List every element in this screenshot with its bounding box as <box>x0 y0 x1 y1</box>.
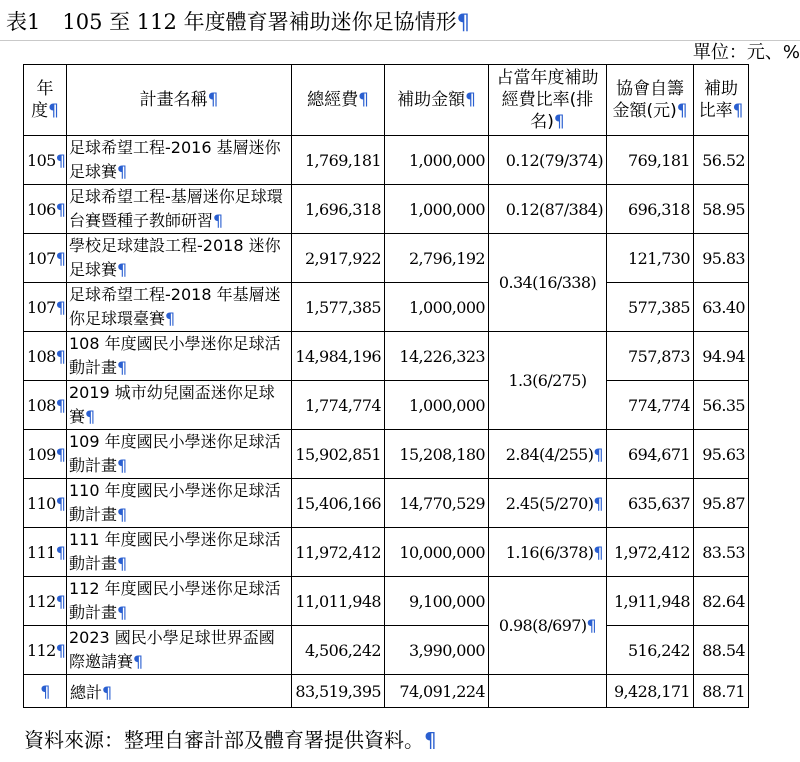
table-row <box>24 528 749 577</box>
cell-subsidy-amount: 14,770,529 <box>385 479 489 528</box>
cell-ratio-rank: 2.84(4/255)¶ <box>489 430 607 479</box>
cell-subsidy-rate: 63.40 <box>694 283 749 332</box>
cell-project-name: 2019 城市幼兒園盃迷你足球賽¶ <box>67 381 292 430</box>
cell-subsidy-amount: 10,000,000 <box>385 528 489 577</box>
cell-project-name: 110 年度國民小學迷你足球活動計畫¶ <box>67 479 292 528</box>
cell-grand-total-subsidy: 74,091,224 <box>385 675 489 708</box>
table-row <box>24 283 749 332</box>
cell-subsidy-rate: 95.83 <box>694 234 749 283</box>
table-number: 表1 <box>6 10 41 34</box>
cell-total-budget: 2,917,922 <box>292 234 385 283</box>
cell-total-budget: 11,972,412 <box>292 528 385 577</box>
cell-total-budget: 15,406,166 <box>292 479 385 528</box>
table-row <box>24 234 749 283</box>
header-subsidy-rate: 補助 比率¶ <box>694 65 749 136</box>
cell-total-budget: 1,774,774 <box>292 381 385 430</box>
header-ratio-rank: 占當年度補助 經費比率(排 名)¶ <box>489 65 607 136</box>
subsidy-table <box>23 64 749 708</box>
cell-self-funded: 769,181 <box>607 136 694 185</box>
header-year: 年 度¶ <box>24 65 67 136</box>
source-note: 資料來源：整理自審計部及體育署提供資料。¶ <box>24 728 437 752</box>
cell-total-budget: 14,984,196 <box>292 332 385 381</box>
table-row <box>24 577 749 626</box>
cell-project-name: 112 年度國民小學迷你足球活動計畫¶ <box>67 577 292 626</box>
header-total-budget: 總經費¶ <box>292 65 385 136</box>
cell-project-name: 足球希望工程-2016 基層迷你足球賽¶ <box>67 136 292 185</box>
page-divider <box>0 40 800 41</box>
cell-total-budget: 1,769,181 <box>292 136 385 185</box>
cell-year: 106¶ <box>24 185 67 234</box>
cell-ratio-rank: 0.34(16/338) <box>489 234 607 332</box>
cell-project-name: 111 年度國民小學迷你足球活動計畫¶ <box>67 528 292 577</box>
cell-project-name: 足球希望工程-基層迷你足球環台賽暨種子教師研習¶ <box>67 185 292 234</box>
cell-ratio-rank: 0.98(8/697)¶ <box>489 577 607 675</box>
cell-subsidy-amount: 15,208,180 <box>385 430 489 479</box>
cell-total-budget: 1,696,318 <box>292 185 385 234</box>
cell-total-budget: 15,902,851 <box>292 430 385 479</box>
cell-year: 112¶ <box>24 626 67 675</box>
cell-self-funded: 774,774 <box>607 381 694 430</box>
cell-subsidy-amount: 1,000,000 <box>385 381 489 430</box>
cell-year: 107¶ <box>24 234 67 283</box>
cell-year-empty: ¶ <box>24 675 67 708</box>
cell-self-funded: 516,242 <box>607 626 694 675</box>
cell-subsidy-rate: 56.52 <box>694 136 749 185</box>
cell-year: 105¶ <box>24 136 67 185</box>
unit-label: 單位：元、% <box>692 42 800 63</box>
table-row <box>24 381 749 430</box>
table-row <box>24 136 749 185</box>
header-project-name: 計畫名稱¶ <box>67 65 292 136</box>
cell-subsidy-rate: 82.64 <box>694 577 749 626</box>
cell-self-funded: 1,911,948 <box>607 577 694 626</box>
cell-ratio-rank: 1.3(6/275) <box>489 332 607 430</box>
cell-grand-total-self: 9,428,171 <box>607 675 694 708</box>
cell-self-funded: 635,637 <box>607 479 694 528</box>
cell-year: 107¶ <box>24 283 67 332</box>
cell-total-budget: 11,011,948 <box>292 577 385 626</box>
cell-subsidy-rate: 95.63 <box>694 430 749 479</box>
table-row <box>24 332 749 381</box>
cell-year: 110¶ <box>24 479 67 528</box>
table-caption <box>6 6 796 38</box>
cell-self-funded: 696,318 <box>607 185 694 234</box>
cell-self-funded: 694,671 <box>607 430 694 479</box>
cell-self-funded: 577,385 <box>607 283 694 332</box>
cell-year: 108¶ <box>24 332 67 381</box>
total-row <box>24 675 749 708</box>
cell-ratio-rank: 2.45(5/270)¶ <box>489 479 607 528</box>
cell-total-budget: 1,577,385 <box>292 283 385 332</box>
table-row <box>24 626 749 675</box>
header-subsidy-amount: 補助金額¶ <box>385 65 489 136</box>
cell-subsidy-rate: 83.53 <box>694 528 749 577</box>
cell-subsidy-amount: 2,796,192 <box>385 234 489 283</box>
cell-subsidy-amount: 1,000,000 <box>385 185 489 234</box>
cell-subsidy-amount: 1,000,000 <box>385 136 489 185</box>
cell-ratio-rank: 0.12(87/384) <box>489 185 607 234</box>
cell-self-funded: 1,972,412 <box>607 528 694 577</box>
table-row <box>24 185 749 234</box>
cell-overall-rate: 88.71 <box>694 675 749 708</box>
cell-ratio-rank: 1.16(6/378)¶ <box>489 528 607 577</box>
cell-self-funded: 121,730 <box>607 234 694 283</box>
cell-total-budget: 4,506,242 <box>292 626 385 675</box>
cell-ratio-empty <box>489 675 607 708</box>
cell-self-funded: 757,873 <box>607 332 694 381</box>
cell-year: 108¶ <box>24 381 67 430</box>
cell-year: 111¶ <box>24 528 67 577</box>
cell-subsidy-amount: 1,000,000 <box>385 283 489 332</box>
cell-subsidy-rate: 94.94 <box>694 332 749 381</box>
cell-grand-total-budget: 83,519,395 <box>292 675 385 708</box>
table-title: 105 至 112 年度體育署補助迷你足協情形 <box>62 10 457 34</box>
cell-subsidy-rate: 58.95 <box>694 185 749 234</box>
header-row <box>24 65 749 136</box>
cell-year: 112¶ <box>24 577 67 626</box>
cell-total-label: 總計¶ <box>67 675 292 708</box>
cell-project-name: 足球希望工程-2018 年基層迷你足球環臺賽¶ <box>67 283 292 332</box>
table-row <box>24 479 749 528</box>
cell-project-name: 2023 國民小學足球世界盃國際邀請賽¶ <box>67 626 292 675</box>
cell-subsidy-amount: 3,990,000 <box>385 626 489 675</box>
cell-subsidy-rate: 95.87 <box>694 479 749 528</box>
cell-subsidy-rate: 88.54 <box>694 626 749 675</box>
cell-subsidy-amount: 9,100,000 <box>385 577 489 626</box>
header-self-funded: 協會自籌 金額(元)¶ <box>607 65 694 136</box>
cell-project-name: 學校足球建設工程-2018 迷你足球賽¶ <box>67 234 292 283</box>
cell-year: 109¶ <box>24 430 67 479</box>
paragraph-mark: ¶ <box>456 10 470 34</box>
cell-project-name: 108 年度國民小學迷你足球活動計畫¶ <box>67 332 292 381</box>
cell-subsidy-amount: 14,226,323 <box>385 332 489 381</box>
table-row <box>24 430 749 479</box>
cell-ratio-rank: 0.12(79/374) <box>489 136 607 185</box>
cell-project-name: 109 年度國民小學迷你足球活動計畫¶ <box>67 430 292 479</box>
cell-subsidy-rate: 56.35 <box>694 381 749 430</box>
